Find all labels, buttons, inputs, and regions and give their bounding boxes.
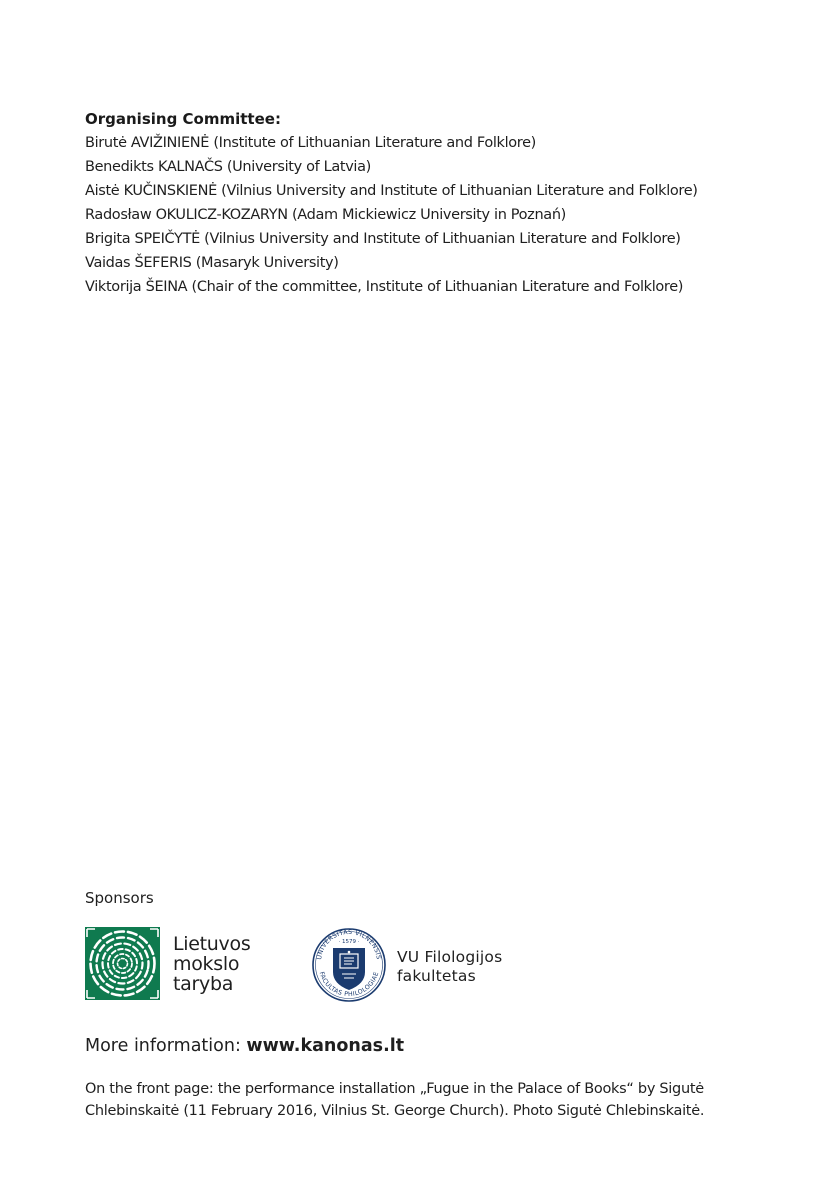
committee-title: Organising Committee: [85,110,281,128]
svg-text:UNIVERSITAS VILNENSIS: UNIVERSITAS VILNENSIS [316,928,382,961]
svg-text:· 1579 ·: · 1579 · [338,939,360,945]
organising-committee [85,108,825,299]
vu-logo-text [397,948,502,986]
committee-member: Birutė AVIŽINIENĖ (Institute of Lithuanian Literature and Folklore) [85,135,536,151]
svg-text:FACULTAS PHILOLOGIAE: FACULTAS PHILOLOGIAE [317,970,381,999]
committee-member: Viktorija ŠEINA (Chair of the committee, Institute of Lithuanian Literature and Folklore) [85,279,684,295]
committee-member: Benedikts KALNAČS (University of Latvia) [85,159,371,175]
vu-seal-logo [311,922,387,1008]
front-page-caption: On the front page: the performance installation „Fugue in the Palace of Books“ by Sigutė Chlebinskaitė (11 February 2016, Vilnius St. George Church). Photo Sigutė Chlebinskaitė. [85,1081,705,1119]
sponsors-title: Sponsors [85,889,154,907]
website-link[interactable]: www.kanonas.lt [246,1036,405,1056]
more-information [85,1034,404,1058]
committee-member: Vaidas ŠEFERIS (Masaryk University) [85,255,339,271]
vu-line-1: VU Filologijos [397,948,503,966]
lmt-line-3: taryba [173,973,234,995]
more-info-label: More information: [85,1036,241,1056]
committee-member: Radosław OKULICZ-KOZARYN (Adam Mickiewicz University in Poznań) [85,207,566,223]
lmt-logo [85,927,160,1000]
committee-member: Brigita SPEIČYTĖ (Vilnius University and Institute of Lithuanian Literature and Folklore) [85,231,681,247]
vu-line-2: fakultetas [397,967,476,985]
lmt-logo-text [173,934,250,994]
committee-member: Aistė KUČINSKIENĖ (Vilnius University and Institute of Lithuanian Literature and Folklore) [85,183,698,199]
lmt-line-2: mokslo [173,953,240,975]
lmt-line-1: Lietuvos [173,933,251,955]
